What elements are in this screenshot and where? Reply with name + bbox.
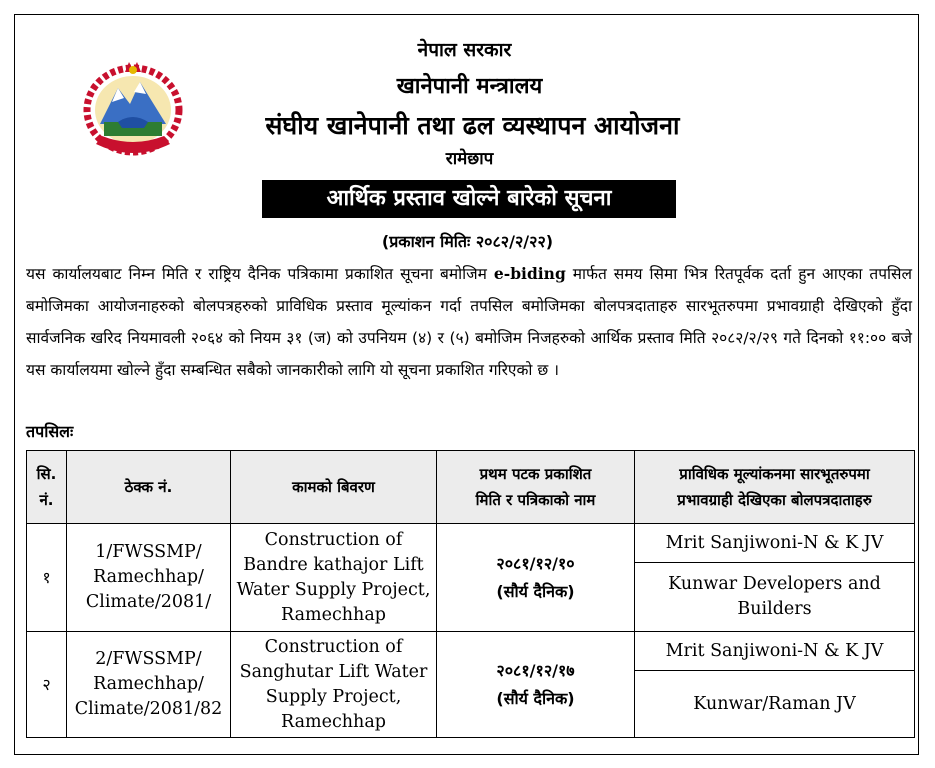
row-contract: 1/FWSSMP/ Ramechhap/ Climate/2081/ <box>67 524 231 632</box>
header-bidders: प्राविधिक मूल्यांकनमा सारभूतरुपमा प्रभावग्राही देखिएका बोलपत्रदाताहरु <box>635 451 915 524</box>
header-contract: ठेक्क नं. <box>67 451 231 524</box>
row-bidder: Mrit Sanjiwoni-N & K JV <box>635 632 915 671</box>
row-bidder: Kunwar/Raman JV <box>635 671 915 738</box>
header-description: कामको बिवरण <box>231 451 437 524</box>
body-part2: मार्फत समय सिमा भित्र रितपूर्वक दर्ता हुन आएका तपसिल बमोजिमका आयोजनाहरुको बोलपत्रहरुको प्राविधिक प्रस्ताव मूल्यांकन गर्दा तपसिल बमोजिमका बोलपत्रदाताहरु सारभूतरुपमा प्रभावग्राही देखिएको हुँदा सार्वजनिक खरिद नियमावली २०६४ को नियम ३१ (ज) को उपनियम (४) र (५) बमोजिम निजहरुको आर्थिक प्रस्ताव मिति २०८२/२/२९ गते दिनको ११:०० बजे यस कार्यालयमा खोल्ने हुँदा सम्बन्धित सबैको जानकारीको लागि यो सूचना प्रकाशित गरिएको छ । <box>26 265 912 379</box>
row-published: २०८१/१२/१० (सौर्य दैनिक) <box>437 524 635 632</box>
notice-body <box>26 258 912 386</box>
nepal-emblem-icon <box>78 52 188 160</box>
table-row <box>27 524 915 563</box>
row-sn: १ <box>27 524 67 632</box>
row-contract: 2/FWSSMP/ Ramechhap/ Climate/2081/82 <box>67 632 231 738</box>
location-title: रामेछाप <box>445 149 494 169</box>
header-published: प्रथम पटक प्रकाशित मिति र पत्रिकाको नाम <box>437 451 635 524</box>
table-header-row <box>27 451 915 524</box>
row-description: Construction of Bandre kathajor Lift Water Supply Project, Ramechhap <box>231 524 437 632</box>
publication-date: (प्रकाशन मितिः २०८२/२/२२) <box>381 232 554 251</box>
ebiding-term: e-biding <box>493 264 566 283</box>
project-title: संघीय खानेपानी तथा ढल व्यस्थापन आयोजना <box>265 111 680 140</box>
row-sn: २ <box>27 632 67 738</box>
table-row <box>27 632 915 671</box>
header-sn: सि. नं. <box>27 451 67 524</box>
row-description: Construction of Sanghutar Lift Water Supply Project, Ramechhap <box>231 632 437 738</box>
body-part1: यस कार्यालयबाट निम्न मिति र राष्ट्रिय दैनिक पत्रिकामा प्रकाशित सूचना बमोजिम <box>26 265 487 283</box>
row-published: २०८१/१२/१७ (सौर्य दैनिक) <box>437 632 635 738</box>
tapsil-label: तपसिलः <box>26 422 74 441</box>
row-bidder: Mrit Sanjiwoni-N & K JV <box>635 524 915 563</box>
bidders-table <box>26 450 915 738</box>
notice-title-banner: आर्थिक प्रस्ताव खोल्ने बारेको सूचना <box>262 180 676 218</box>
row-bidder: Kunwar Developers and Builders <box>635 563 915 632</box>
ministry-title: खानेपानी मन्त्रालय <box>396 74 543 99</box>
government-title: नेपाल सरकार <box>417 39 512 61</box>
